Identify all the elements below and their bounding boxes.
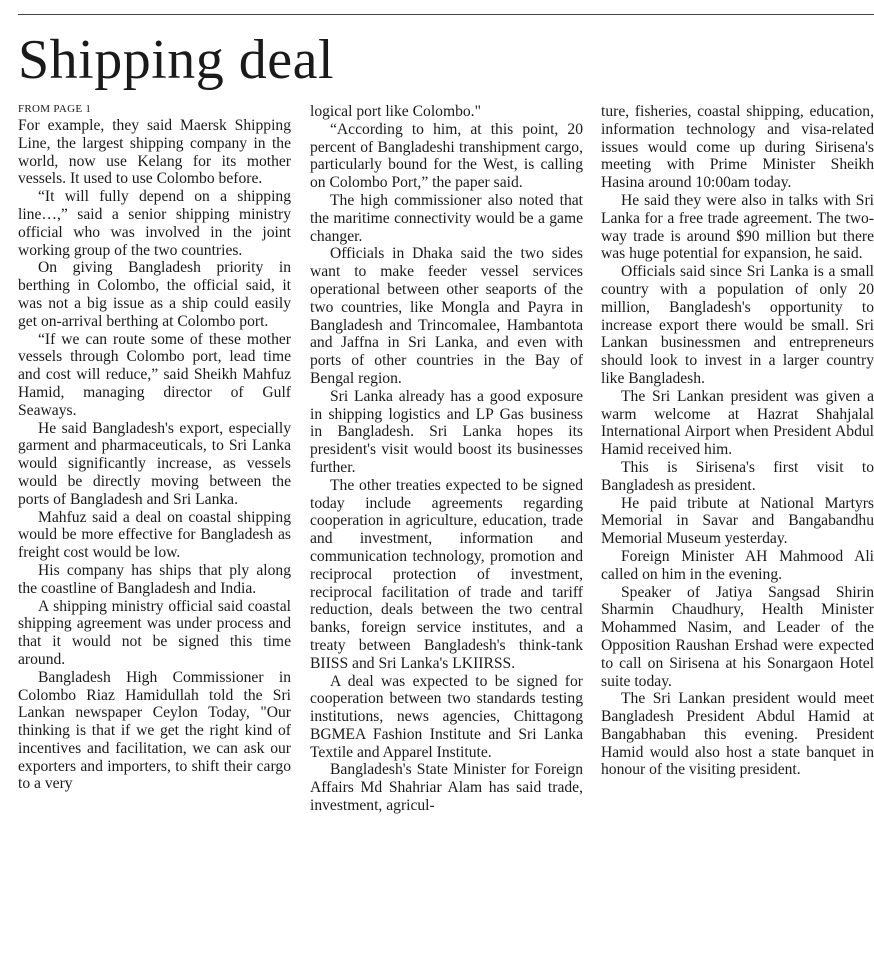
paragraph: His company has ships that ply along the coastline of Bangladesh and India. [18,561,291,597]
article-column-3 [601,103,874,779]
paragraph: ture, fisheries, coastal shipping, education, information technology and visa-related issues would come up during Sirisena's meeting with Prime Minister Sheikh Hasina around 10:00am today. [601,103,874,192]
paragraph: Officials in Dhaka said the two sides want to make feeder vessel services operational between other seaports of the two countries, like Mongla and Payra in Bangladesh and Trincomalee, Hambantota and Jaffna in Sri Lanka, and even with ports of other countries in the Bay of Bengal region. [310,245,583,387]
article-column-2 [310,103,583,815]
paragraph: He said Bangladesh's export, especially garment and pharmaceuticals, to Sri Lanka would significantly increase, as vessels would be directly moving between the ports of Bangladesh and Sri Lanka. [18,419,291,508]
paragraph: The other treaties expected to be signed today include agreements regarding cooperation in agriculture, education, trade and investment, information and communication technology, promotion and reciprocal protection of investment, reciprocal facilitation of trade and tariff reduction, deals between the two central banks, foreign service institutes, and a treaty between Bangladesh's think-tank BIISS and Sri Lanka's LKIIRSS. [310,476,583,672]
paragraph: “It will fully depend on a shipping line…,” said a senior shipping ministry official who was involved in the joint working group of the two countries. [18,188,291,259]
paragraph: On giving Bangladesh priority in berthing in Colombo, the official said, it was not a big issue as a ship could easily get on-arrival berthing at Colombo port. [18,259,291,330]
paragraph: He paid tribute at National Martyrs Memorial in Savar and Bangabandhu Memorial Museum yesterday. [601,494,874,548]
paragraph: For example, they said Maersk Shipping Line, the largest shipping company in the world, now use Kelang for its mother vessels. It used to use Colombo before. [18,117,291,188]
top-rule [18,14,874,15]
continuation-kicker: FROM PAGE 1 [18,103,92,115]
paragraph: Foreign Minister AH Mahmood Ali called on him in the evening. [601,547,874,583]
paragraph: Bangladesh High Commissioner in Colombo Riaz Hamidullah told the Sri Lankan newspaper Ceylon Today, "Our thinking is that if we get the right kind of incentives and facilitation, we can ask our exporters and importers, to shift their cargo to a very [18,668,291,793]
article-column-1 [18,103,291,793]
headline: Shipping deal [18,29,335,91]
paragraph: logical port like Colombo." [310,103,481,120]
paragraph: “According to him, at this point, 20 percent of Bangladeshi transhipment cargo, particularly bound for the West, is calling on Colombo Port,” the paper said. [310,120,583,192]
paragraph: Sri Lanka already has a good exposure in shipping logistics and LP Gas business in Bangladesh. Sri Lanka hopes its president's visit would boost its businesses further. [310,387,583,476]
paragraph: Speaker of Jatiya Sangsad Shirin Sharmin Chaudhury, Health Minister Mohammed Nasim, and Leader of the Opposition Raushan Ershad were expected to call on Sirisena at his Sonargaon Hotel suite today. [601,583,874,690]
paragraph: This is Sirisena's first visit to Bangladesh as president. [601,458,874,494]
paragraph: A shipping ministry official said coastal shipping agreement was under process and that it would not be signed this time around. [18,597,291,668]
paragraph: A deal was expected to be signed for cooperation between two standards testing institutions, news agencies, Chittagong BGMEA Fashion Institute and Sri Lanka Textile and Apparel Institute. [310,672,583,761]
paragraph: Mahfuz said a deal on coastal shipping would be more effective for Bangladesh as freight cost would be low. [18,508,291,562]
paragraph: Bangladesh's State Minister for Foreign Affairs Md Shahriar Alam has said trade, investment, agricul- [310,761,583,815]
paragraph: He said they were also in talks with Sri Lanka for a free trade agreement. The two-way trade is around $90 million but there was huge potential for expansion, he said. [601,191,874,263]
paragraph: The Sri Lankan president would meet Bangladesh President Abdul Hamid at Bangabhaban this evening. President Hamid would also host a state banquet in honour of the visiting president. [601,690,874,779]
paragraph: Officials said since Sri Lanka is a small country with a population of only 20 million, Bangladesh's opportunity to increase export there would be small. Sri Lankan businessmen and entrepreneurs should look to invest in a larger country like Bangladesh. [601,263,874,387]
paragraph: The high commissioner also noted that the maritime connectivity would be a game changer. [310,191,583,245]
paragraph: “If we can route some of these mother vessels through Colombo port, lead time and cost will reduce,” said Sheikh Mahfuz Hamid, managing director of Gulf Seaways. [18,330,291,419]
paragraph: The Sri Lankan president was given a warm welcome at Hazrat Shahjalal International Airport when President Abdul Hamid received him. [601,387,874,459]
